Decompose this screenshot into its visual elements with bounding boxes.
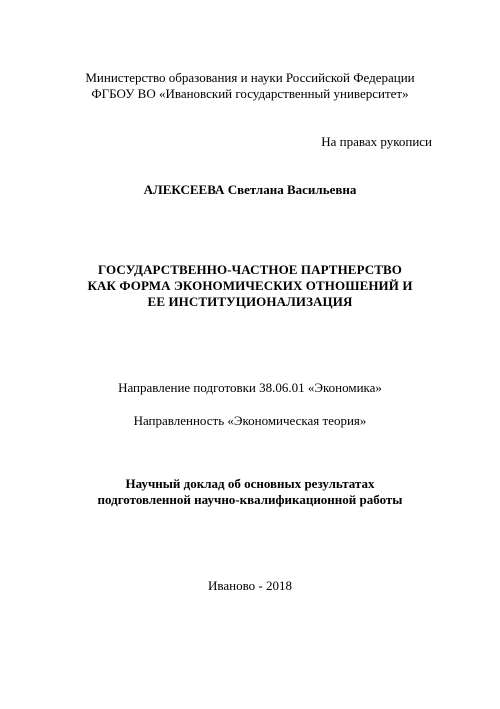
title-line-2: КАК ФОРМА ЭКОНОМИЧЕСКИХ ОТНОШЕНИЙ И xyxy=(87,278,413,293)
title-line-1: ГОСУДАРСТВЕННО-ЧАСТНОЕ ПАРТНЕРСТВО xyxy=(97,262,403,277)
title-line-3: ЕЕ ИНСТИТУЦИОНАЛИЗАЦИЯ xyxy=(147,294,353,309)
manuscript-note: На правах рукописи xyxy=(321,134,432,149)
specialization-focus: Направленность «Экономическая теория» xyxy=(133,413,367,428)
ministry-line: Министерство образования и науки Российской Федерации xyxy=(85,70,415,85)
city-year: Иваново - 2018 xyxy=(208,578,292,593)
report-line-1: Научный доклад об основных результатах xyxy=(125,476,375,491)
report-line-2: подготовленной научно-квалификационной работы xyxy=(97,492,403,507)
author-name: АЛЕКСЕЕВА Светлана Васильевна xyxy=(143,182,357,197)
university-line: ФГБОУ ВО «Ивановский государственный университет» xyxy=(91,86,409,101)
training-direction: Направление подготовки 38.06.01 «Экономика» xyxy=(118,380,382,395)
